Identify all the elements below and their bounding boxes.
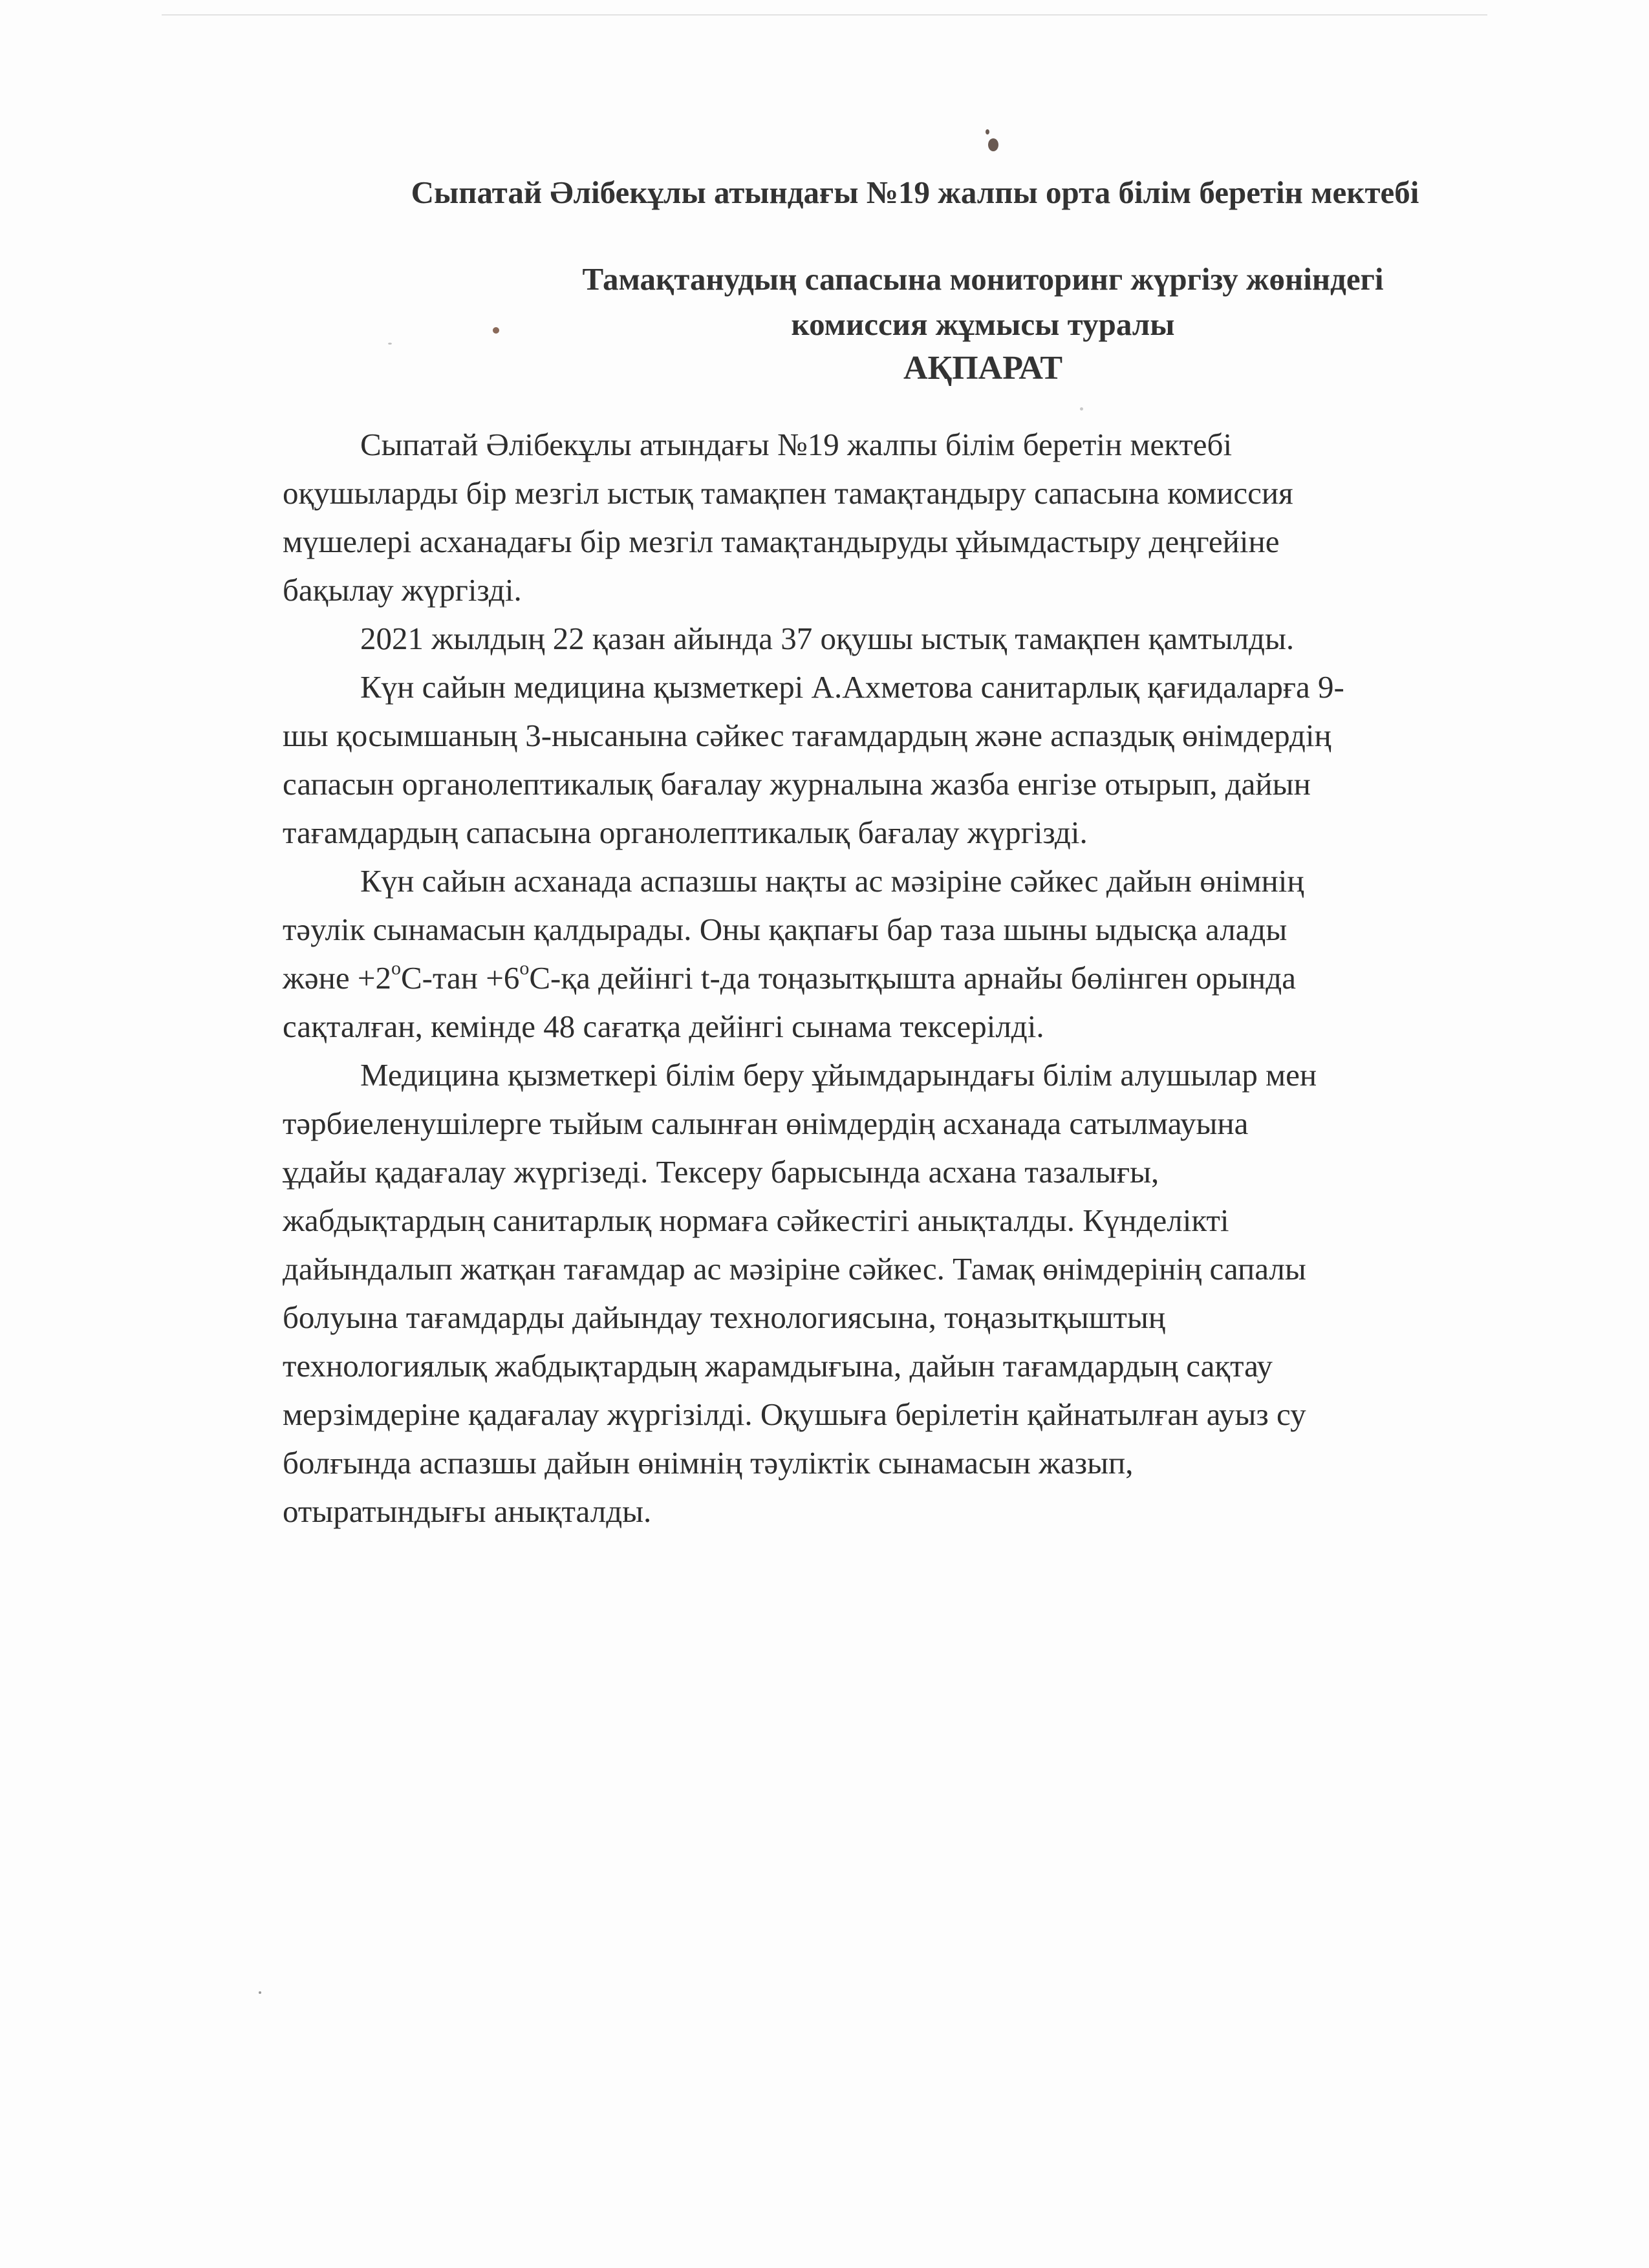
text-line: мүшелері асханадағы бір мезгіл тамақтандыруды ұйымдастыру деңгейіне — [283, 524, 1280, 559]
temperature-line — [283, 954, 1524, 1002]
school-name: Сыпатай Әлібекұлы атындағы №19 жалпы орта білім беретін мектебі — [411, 175, 1419, 210]
text-fragment: С-қа дейінгі t-да тоңазытқышта арнайы бөлінген орында — [529, 960, 1296, 996]
text-line: шы қосымшаның 3-нысанына сәйкес тағамдардың және аспаздық өнімдердің — [283, 718, 1331, 753]
text-line: сақталған, кемінде 48 сағатқа дейінгі сынама тексерілді. — [283, 1009, 1044, 1044]
text-line: жабдықтардың санитарлық нормаға сәйкестігі анықталды. Күнделікті — [283, 1203, 1229, 1238]
text-line: Сыпатай Әлібекұлы атындағы №19 жалпы білім беретін мектебі — [360, 427, 1233, 462]
text-line: дайындалып жатқан тағамдар ас мәзіріне сәйкес. Тамақ өнімдерінің сапалы — [283, 1251, 1306, 1287]
degree-superscript: о — [391, 957, 401, 979]
text-line: тағамдардың сапасына органолептикалық бағалау жүргізді. — [283, 815, 1088, 850]
text-fragment: С-тан +6 — [400, 960, 520, 996]
text-line: бақылау жүргізді. — [283, 572, 522, 608]
paragraph-5 — [283, 1051, 1524, 1535]
paragraph-1 — [283, 420, 1524, 614]
text-line: оқушыларды бір мезгіл ыстық тамақпен тамақтандыру сапасына комиссия — [283, 475, 1293, 511]
scan-edge — [162, 14, 1487, 16]
document-subtitle-line1: Тамақтанудың сапасына мониторинг жүргізу жөніндегі — [582, 261, 1384, 297]
text-line: ұдайы қадағалау жүргізеді. Тексеру барысында асхана тазалығы, — [283, 1154, 1159, 1190]
paragraph-4 — [283, 857, 1524, 1051]
text-line: 2021 жылдың 22 қазан айында 37 оқушы ыстық тамақпен қамтылды. — [360, 621, 1295, 656]
text-fragment: және +2 — [283, 960, 391, 996]
text-line: Күн сайын асханада аспазшы нақты ас мәзіріне сәйкес дайын өнімнің — [360, 863, 1304, 899]
scan-speck — [988, 138, 998, 151]
text-line: тәрбиеленушілерге тыйым салынған өнімдердің асханада сатылмауына — [283, 1106, 1249, 1141]
text-line: Күн сайын медицина қызметкері А.Ахметова санитарлық қағидаларға 9- — [360, 669, 1344, 705]
text-line: сапасын органолептикалық бағалау журналына жазба енгізе отырып, дайын — [283, 766, 1311, 802]
document-type-heading: АҚПАРАТ — [903, 350, 1063, 387]
text-line: тәулік сынамасын қалдырады. Оны қақпағы бар таза шыны ыдысқа алады — [283, 912, 1288, 947]
document-subtitle-line2: комиссия жұмысы туралы — [791, 306, 1175, 342]
text-line: технологиялық жабдықтардың жарамдығына, дайын тағамдардың сақтау — [283, 1348, 1273, 1384]
degree-superscript: о — [519, 957, 530, 979]
paragraph-2 — [283, 614, 1524, 663]
paragraph-3 — [283, 663, 1524, 857]
scan-speck — [1080, 407, 1083, 411]
scan-speck — [259, 1991, 261, 1994]
text-line: болғында аспазшы дайын өнімнің тәуліктік сынамасын жазып, — [283, 1445, 1134, 1481]
text-line: болуына тағамдарды дайындау технологиясына, тоңазытқыштың — [283, 1300, 1166, 1335]
scan-speck — [986, 129, 989, 134]
text-line: Медицина қызметкері білім беру ұйымдарындағы білім алушылар мен — [360, 1057, 1317, 1093]
document-body — [283, 420, 1524, 1535]
text-line: отыратындығы анықталды. — [283, 1493, 652, 1529]
text-line: мерзімдеріне қадағалау жүргізілді. Оқушыға берілетін қайнатылған ауыз су — [283, 1396, 1306, 1432]
